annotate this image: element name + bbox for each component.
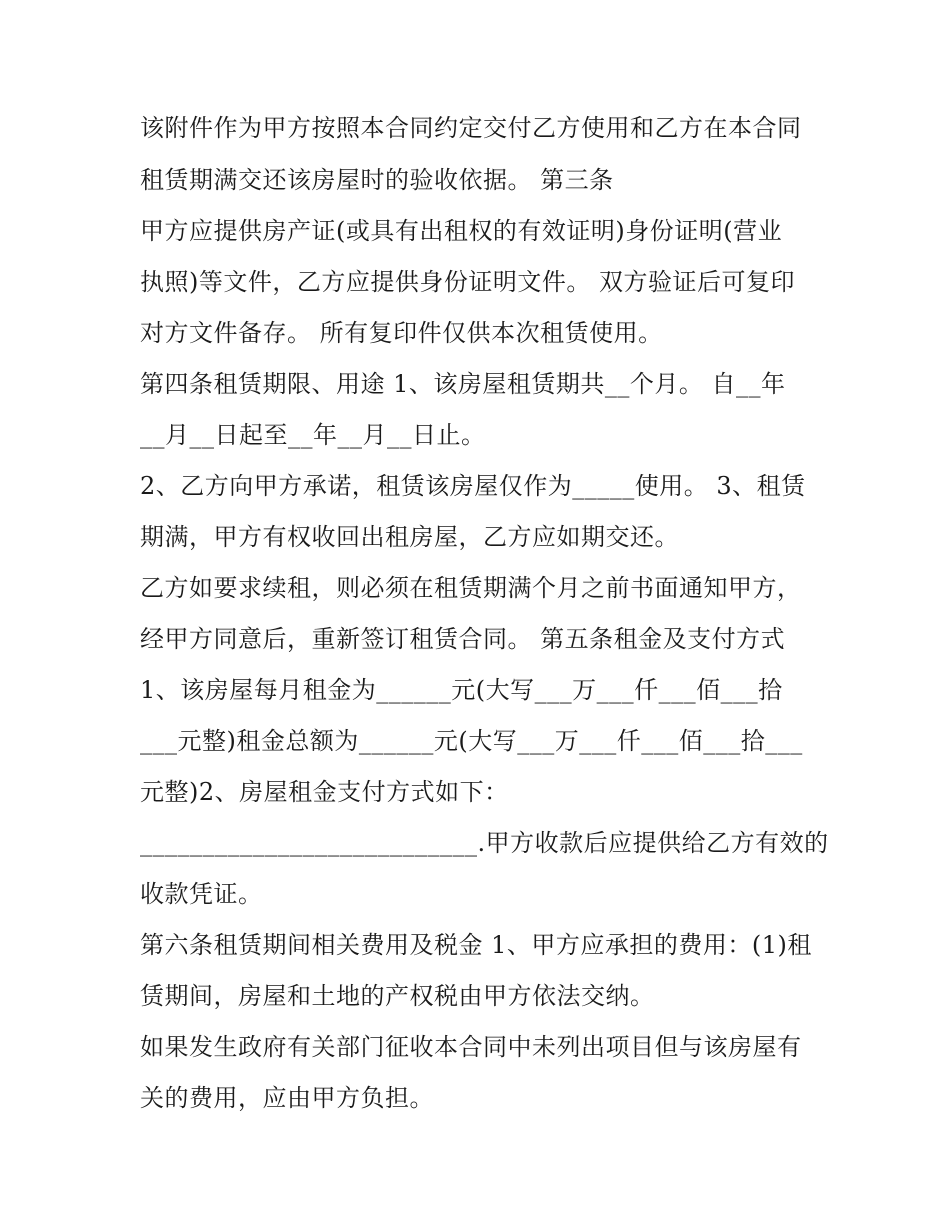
text-line: __月__日起至__年__月__日止。 bbox=[140, 421, 486, 449]
text-line: 乙方如要求续租，则必须在租赁期满个月之前书面通知甲方， bbox=[140, 574, 802, 602]
text-line: 经甲方同意后，重新签订租赁合同。 第五条租金及支付方式 bbox=[140, 625, 786, 653]
text-line: 甲方应提供房产证(或具有出租权的有效证明)身份证明(营业 bbox=[140, 217, 783, 245]
text-line: 第六条租赁期间相关费用及税金 1、甲方应承担的费用：(1)租 bbox=[140, 931, 812, 959]
text-line: ___元整)租金总额为______元(大写___万___仟___佰___拾___ bbox=[140, 727, 803, 755]
text-line: 对方文件备存。 所有复印件仅供本次租赁使用。 bbox=[140, 319, 663, 347]
text-line: ___________________________.甲方收款后应提供给乙方有效的 bbox=[140, 829, 829, 857]
text-line: 元整)2、房屋租金支付方式如下： bbox=[140, 778, 509, 806]
text-line: 第四条租赁期限、用途 1、该房屋租赁期共__个月。 自__年 bbox=[140, 370, 786, 398]
text-line: 期满，甲方有权收回出租房屋，乙方应如期交还。 bbox=[140, 523, 679, 551]
text-line: 1、该房屋每月租金为______元(大写___万___仟___佰___拾 bbox=[140, 676, 783, 704]
text-line: 收款凭证。 bbox=[140, 880, 263, 908]
text-line: 关的费用，应由甲方负担。 bbox=[140, 1084, 434, 1112]
text-line: 2、乙方向甲方承诺，租赁该房屋仅作为_____使用。 3、租赁 bbox=[140, 472, 806, 500]
text-line: 如果发生政府有关部门征收本合同中未列出项目但与该房屋有 bbox=[140, 1033, 802, 1061]
text-line: 租赁期满交还该房屋时的验收依据。 第三条 bbox=[140, 166, 614, 194]
text-line: 该附件作为甲方按照本合同约定交付乙方使用和乙方在本合同 bbox=[140, 114, 802, 142]
text-line: 赁期间，房屋和土地的产权税由甲方依法交纳。 bbox=[140, 982, 655, 1010]
text-line: 执照)等文件，乙方应提供身份证明文件。 双方验证后可复印 bbox=[140, 268, 795, 296]
